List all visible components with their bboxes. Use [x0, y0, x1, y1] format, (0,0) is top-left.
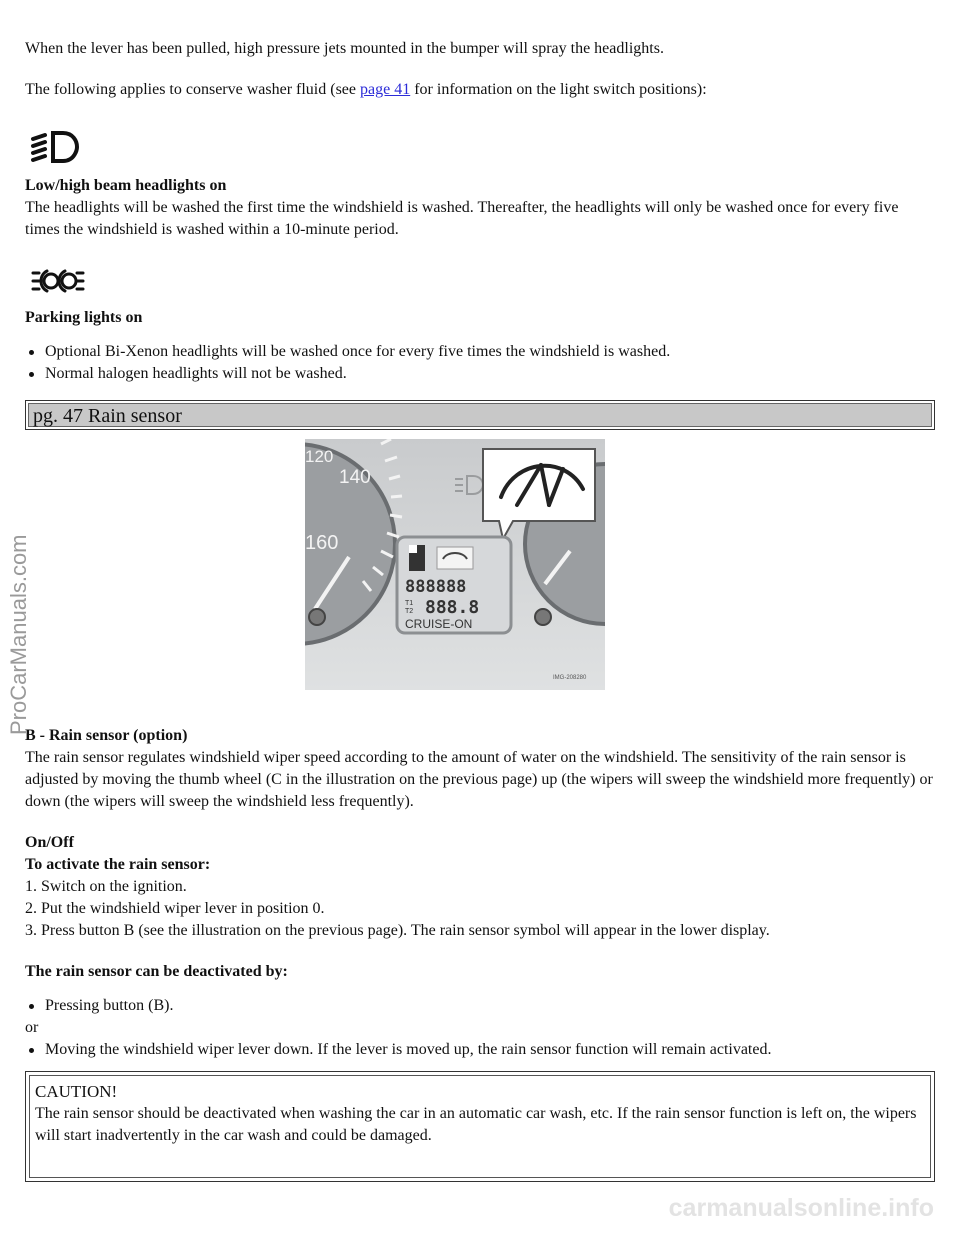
speed-label-140: 140	[339, 467, 371, 488]
side-watermark: ProCarManuals.com	[6, 534, 31, 735]
caution-inner	[29, 1075, 931, 1178]
caution-text: The rain sensor should be deactivated when washing the car in an automatic car wash, etc. If the rain sensor function is left on, the wipers will start inadvertently in the car wash and could be damaged.	[35, 1105, 917, 1144]
parking-lights-icon	[25, 263, 935, 299]
bottom-watermark: carmanualsonline.info	[668, 1194, 934, 1222]
parking-heading: Parking lights on	[25, 309, 143, 326]
instrument-cluster-illustration	[305, 439, 605, 690]
caution-box	[25, 1071, 935, 1182]
beam-heading: Low/high beam headlights on	[25, 177, 227, 194]
list-item: Optional Bi-Xenon headlights will be washed once for every five times the windshield is washed.	[25, 341, 935, 363]
onoff-heading: On/Off	[25, 834, 74, 851]
deactivate-heading: The rain sensor can be deactivated by:	[25, 963, 288, 980]
trip-label-t1: T1	[405, 600, 414, 607]
parking-list	[25, 341, 935, 385]
deactivate-list-2	[25, 1039, 935, 1061]
intro-line-1: When the lever has been pulled, high pressure jets mounted in the bumper will spray the headlights.	[25, 40, 664, 57]
activate-heading: To activate the rain sensor:	[25, 856, 211, 873]
list-item: Pressing button (B).	[25, 995, 935, 1017]
intro-line-2	[25, 79, 935, 101]
step-2: 2. Put the windshield wiper lever in position 0.	[25, 900, 325, 917]
headlight-beam-icon	[25, 129, 935, 169]
page-41-link[interactable]: page 41	[360, 81, 411, 98]
rain-text: The rain sensor regulates windshield wiper speed according to the amount of water on the windshield. The sensitivity of the rain sensor is adjusted by moving the thumb wheel (C in the illustration on the previous page) up (the wipers will sweep the windshield more frequently) or down (the wipers will sweep the windshield less frequently).	[25, 749, 933, 810]
list-item: Normal halogen headlights will not be washed.	[25, 363, 935, 385]
speed-label-160: 160	[305, 532, 339, 554]
odometer-display: 888888	[405, 577, 467, 597]
speed-label-120: 120	[305, 447, 334, 466]
section-title: pg. 47 Rain sensor	[28, 403, 932, 427]
step-3: 3. Press button B (see the illustration on the previous page). The rain sensor symbol will appear in the lower display.	[25, 922, 770, 939]
trip-display: 888.8	[425, 597, 480, 618]
section-header	[25, 400, 935, 430]
page-content	[25, 38, 935, 430]
step-1: 1. Switch on the ignition.	[25, 878, 187, 895]
image-code: IMG-208280	[553, 675, 587, 681]
deactivate-list-1	[25, 995, 935, 1017]
intro-line-2-after: for information on the light switch positions):	[410, 81, 707, 98]
intro-line-2-before: The following applies to conserve washer fluid (see	[25, 81, 361, 98]
caution-title: CAUTION!	[35, 1082, 118, 1101]
list-item: Moving the windshield wiper lever down. If the lever is moved up, the rain sensor function will remain activated.	[25, 1039, 935, 1061]
trip-label-t2: T2	[405, 608, 414, 615]
rain-sensor-content	[25, 725, 935, 1061]
rain-heading: B - Rain sensor (option)	[25, 727, 188, 744]
cruise-display: CRUISE-ON	[405, 617, 473, 631]
beam-text: The headlights will be washed the first time the windshield is washed. Thereafter, the headlights will only be washed once for every five times the windshield is washed within a 10-minute period.	[25, 199, 899, 238]
or-text: or	[25, 1019, 39, 1036]
